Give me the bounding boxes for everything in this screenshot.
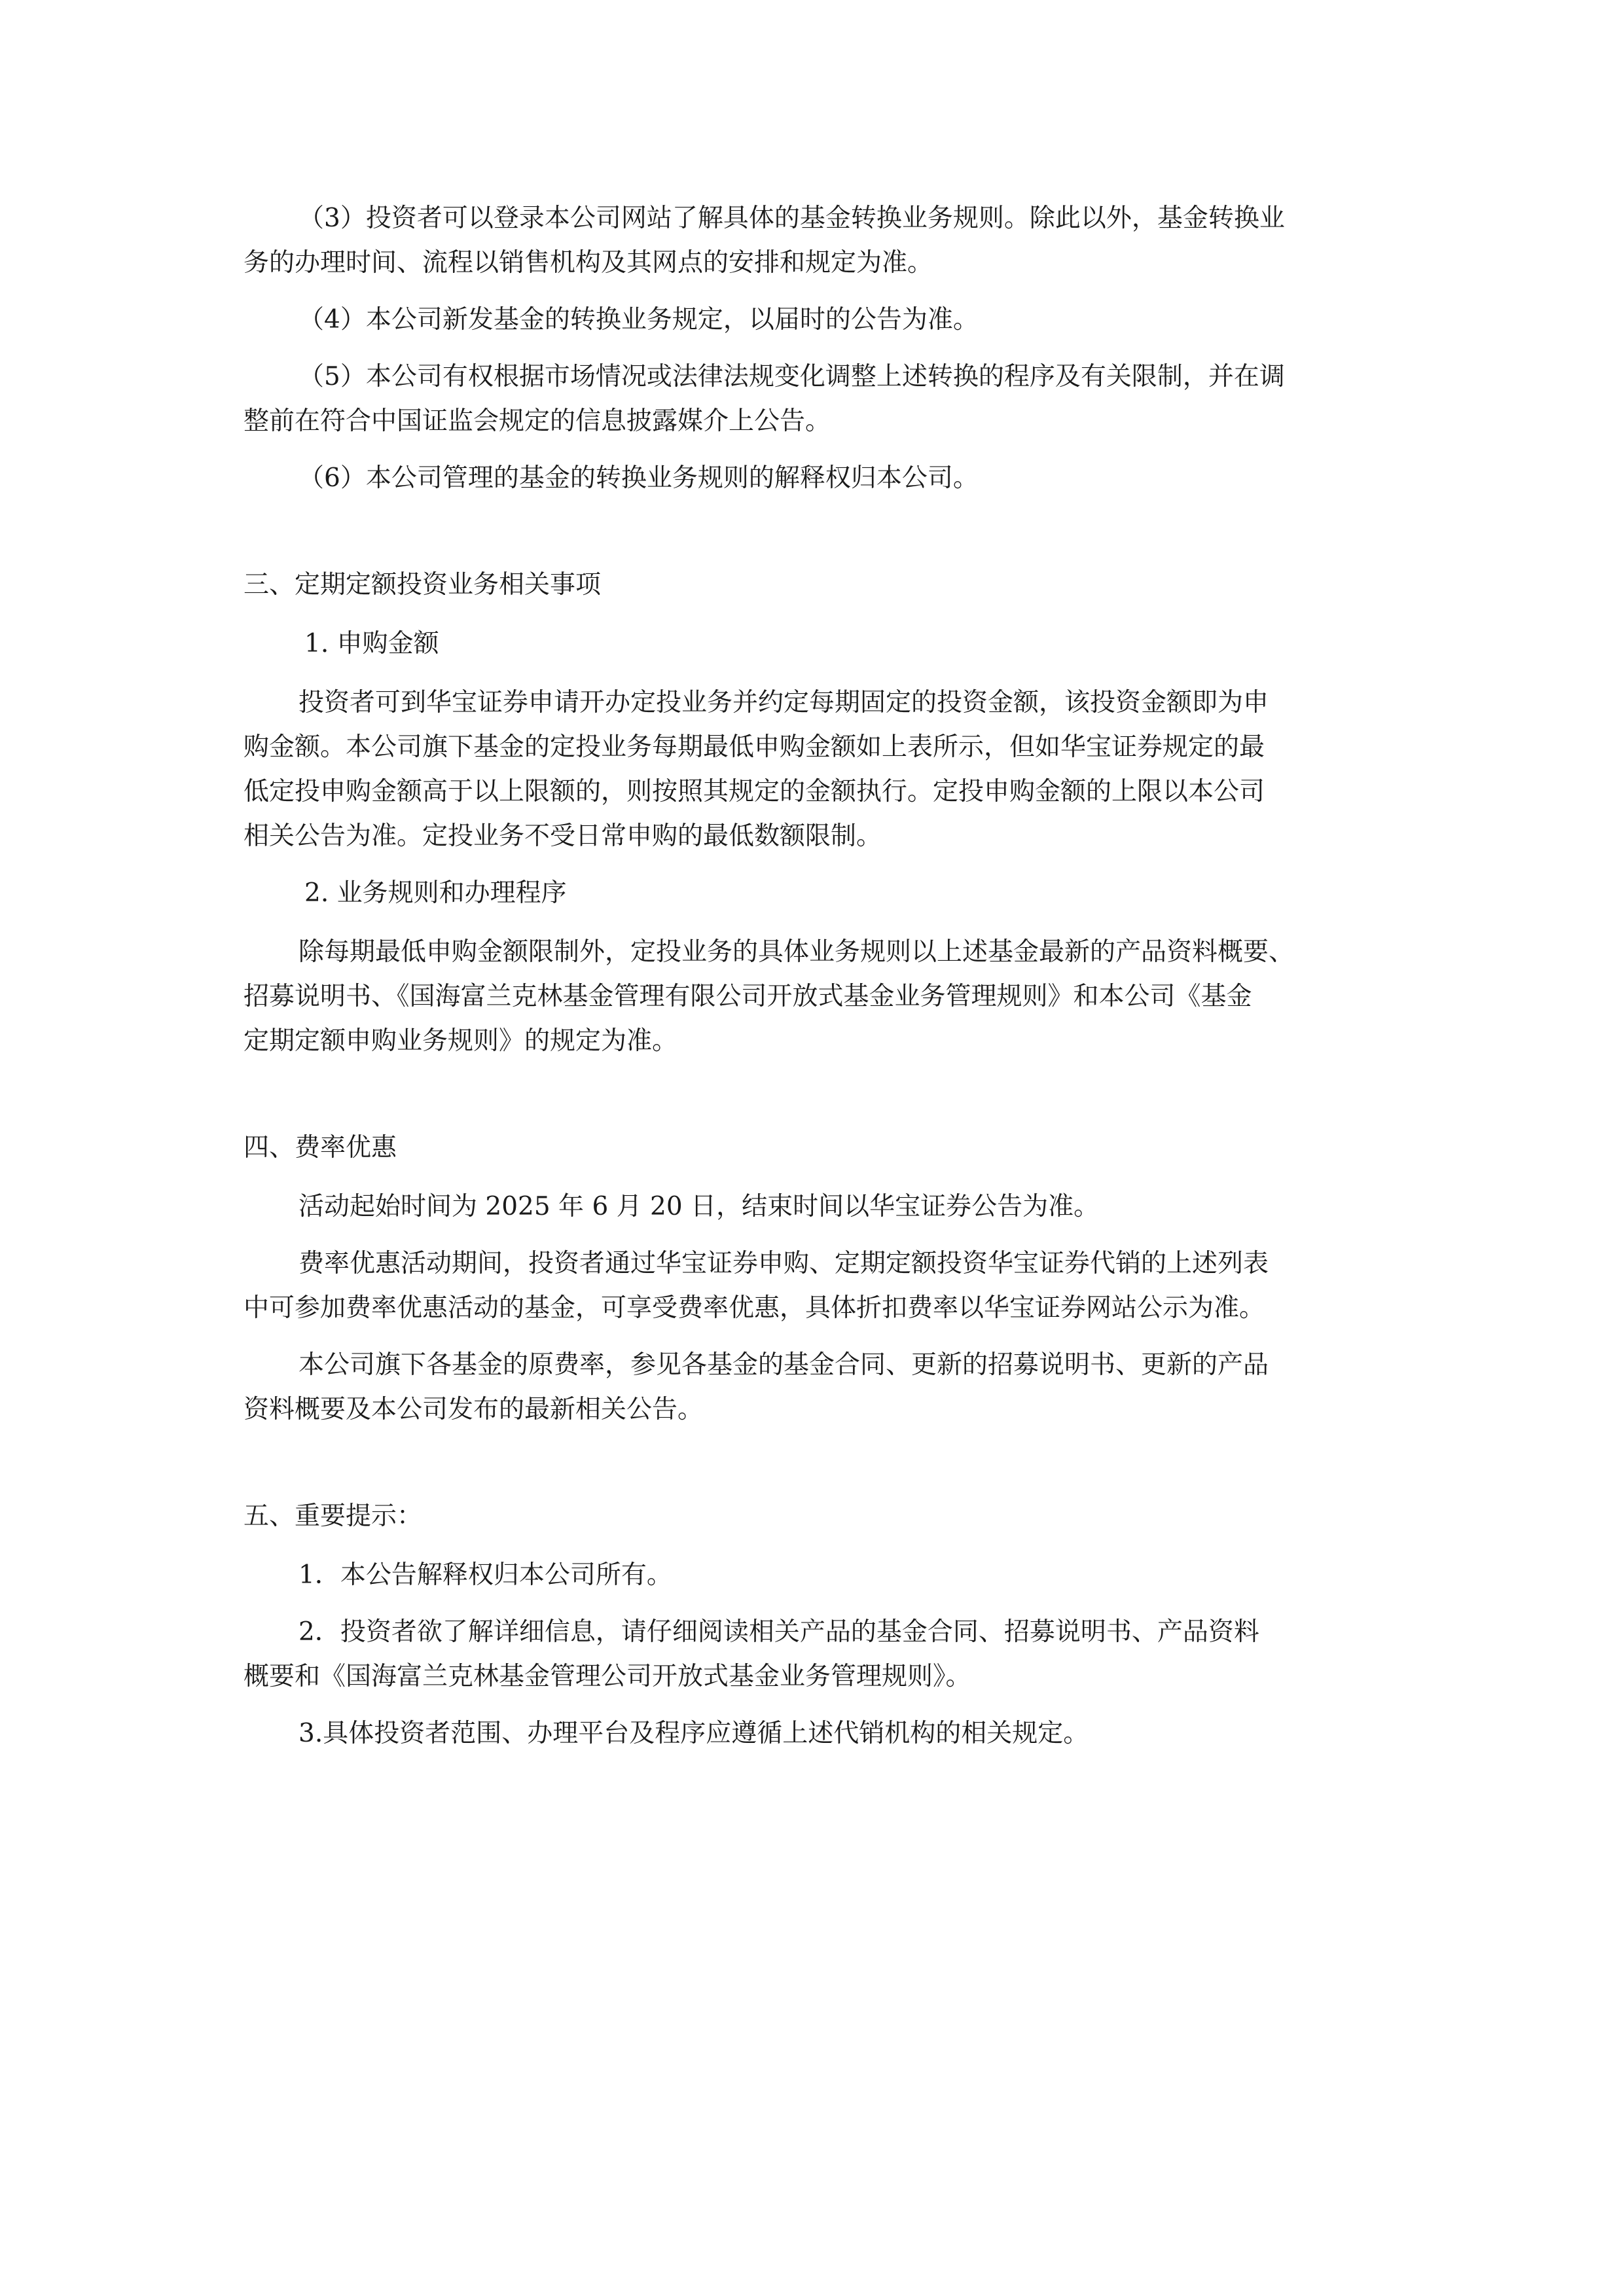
text-line: （4）本公司新发基金的转换业务规定，以届时的公告为准。 (298, 305, 979, 334)
text-line: 低定投申购金额高于以上限额的，则按照其规定的金额执行。定投申购金额的上限以本公司 (244, 777, 1265, 806)
paragraph-activity-start: 活动起始时间为 2025 年 6 月 20 日，结束时间以华宝证券公告为准。 (298, 1192, 1100, 1221)
paragraph-conversion-6 (244, 456, 1382, 501)
text-line: 招募说明书、《国海富兰克林基金管理有限公司开放式基金业务管理规则》和本公司《基金 (244, 982, 1252, 1011)
text-line: 本公司旗下各基金的原费率，参见各基金的基金合同、更新的招募说明书、更新的产品 (298, 1350, 1269, 1380)
item-title-subscription-amount: 1. 申购金额 (304, 629, 439, 658)
paragraph-conversion-3 (244, 196, 1382, 285)
text-line: 除每期最低申购金额限制外，定投业务的具体业务规则以上述基金最新的产品资料概要、 (298, 937, 1295, 967)
section-heading-4: 四、费率优惠 (244, 1133, 397, 1162)
text-line: （5）本公司有权根据市场情况或法律法规变化调整上述转换的程序及有关限制，并在调 (298, 362, 1285, 391)
text-line: 概要和《国海富兰克林基金管理公司开放式基金业务管理规则》。 (244, 1662, 971, 1691)
paragraph-conversion-4 (244, 298, 1382, 342)
paragraph-conversion-5 (244, 355, 1382, 444)
section-heading-5: 五、重要提示： (244, 1501, 423, 1531)
paragraph-business-rules (244, 930, 1382, 1064)
notice-item-2 (244, 1610, 1382, 1699)
text-line: 定期定额申购业务规则》的规定为准。 (244, 1026, 678, 1056)
document-page (244, 196, 1382, 1768)
text-line: （3）投资者可以登录本公司网站了解具体的基金转换业务规则。除此以外，基金转换业 (298, 204, 1285, 233)
text-line: 资料概要及本公司发布的最新相关公告。 (244, 1395, 704, 1424)
paragraph-subscription-amount (244, 681, 1382, 859)
notice-item-3: 3.具体投资者范围、办理平台及程序应遵循上述代销机构的相关规定。 (298, 1719, 1089, 1748)
notice-item-1: 1．本公告解释权归本公司所有。 (298, 1560, 672, 1590)
text-line: 2．投资者欲了解详细信息，请仔细阅读相关产品的基金合同、招募说明书、产品资料 (298, 1617, 1259, 1647)
text-line: 相关公告为准。定投业务不受日常申购的最低数额限制。 (244, 821, 882, 851)
text-line: 中可参加费率优惠活动的基金，可享受费率优惠，具体折扣费率以华宝证券网站公示为准。 (244, 1293, 1265, 1323)
item-title-business-rules: 2. 业务规则和办理程序 (304, 878, 567, 908)
section-heading-3: 三、定期定额投资业务相关事项 (244, 570, 602, 600)
text-line: 务的办理时间、流程以销售机构及其网点的安排和规定为准。 (244, 248, 933, 278)
text-line: 整前在符合中国证监会规定的信息披露媒介上公告。 (244, 406, 831, 436)
text-line: 购金额。本公司旗下基金的定投业务每期最低申购金额如上表所示，但如华宝证券规定的最 (244, 732, 1265, 762)
text-line: 费率优惠活动期间，投资者通过华宝证券申购、定期定额投资华宝证券代销的上述列表 (298, 1249, 1269, 1278)
text-line: 投资者可到华宝证券申请开办定投业务并约定每期固定的投资金额，该投资金额即为申 (298, 688, 1269, 717)
paragraph-original-fee (244, 1343, 1382, 1432)
text-line: （6）本公司管理的基金的转换业务规则的解释权归本公司。 (298, 463, 979, 493)
paragraph-fee-discount (244, 1242, 1382, 1331)
